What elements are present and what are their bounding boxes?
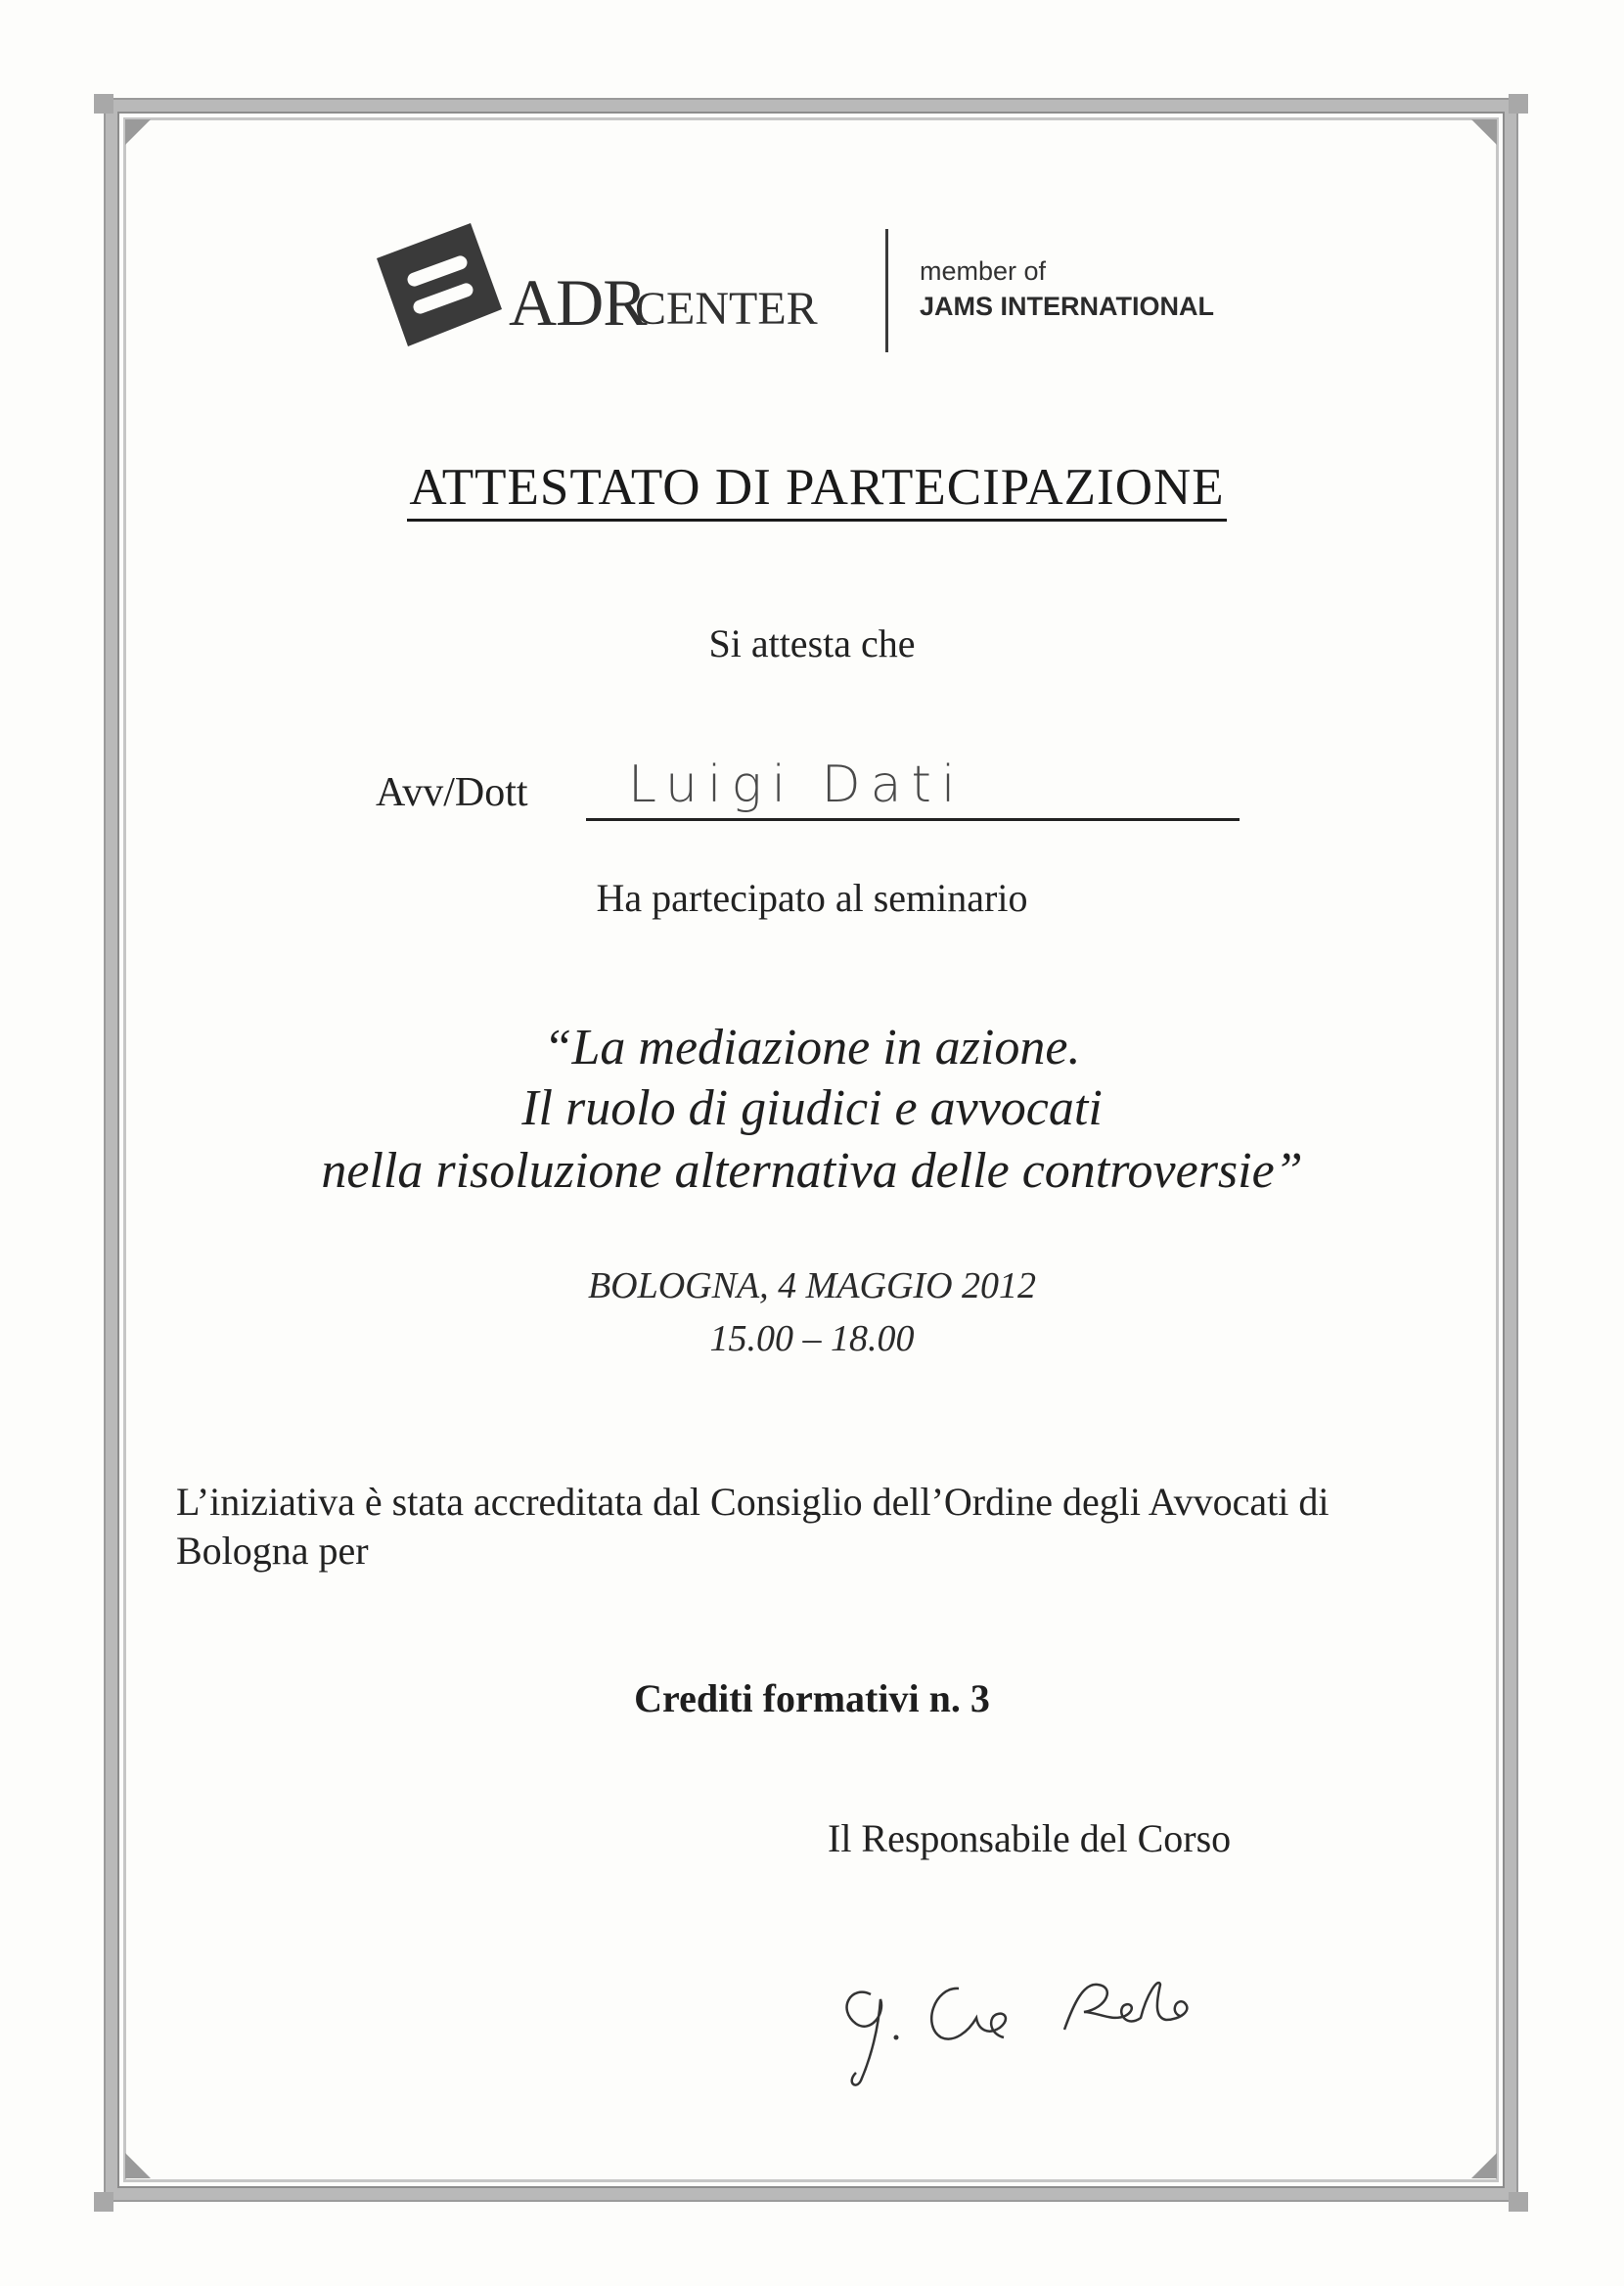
credits-text: Crediti formativi n. 3 xyxy=(634,1676,990,1720)
logo-member-of: member of xyxy=(920,256,1047,286)
seminar-title-line-3: nella risoluzione alternativa delle controversie” xyxy=(321,1143,1303,1199)
certificate-title-text: ATTESTATO DI PARTECIPAZIONE xyxy=(407,458,1226,522)
corner-ornament-top-right xyxy=(1471,119,1497,145)
corner-ornament-top-left xyxy=(125,119,151,145)
name-label: Avv/Dott xyxy=(376,770,528,815)
signature xyxy=(832,1955,1223,2092)
seminar-time: 15.00 – 18.00 xyxy=(709,1318,915,1359)
participated-text: Ha partecipato al seminario xyxy=(596,876,1028,920)
adr-center-logo xyxy=(377,223,1257,355)
corner-block-top-left xyxy=(94,94,113,114)
attests-text: Si attesta che xyxy=(708,621,916,665)
logo-separator xyxy=(885,229,888,352)
corner-block-bottom-right xyxy=(1509,2192,1528,2212)
course-responsible-label: Il Responsabile del Corso xyxy=(828,1816,1232,1860)
seminar-date-place: BOLOGNA, 4 MAGGIO 2012 xyxy=(587,1265,1037,1306)
seminar-title-line-2: Il ruolo di giudici e avvocati xyxy=(521,1080,1103,1136)
adr-logo-mark-icon xyxy=(377,223,502,346)
corner-ornament-bottom-right xyxy=(1471,2153,1497,2178)
accreditation-text: L’iniziativa è stata accreditata dal Consiglio dell’Ordine degli Avvocati di Bologna per xyxy=(176,1480,1330,1573)
corner-block-top-right xyxy=(1509,94,1528,114)
seminar-title-line-1: “La mediazione in azione. xyxy=(543,1020,1081,1075)
corner-ornament-bottom-left xyxy=(125,2153,151,2178)
certificate-title xyxy=(0,458,1624,522)
name-underline xyxy=(586,818,1240,821)
participant-name-handwritten: Luigi Dati xyxy=(628,755,966,814)
logo-jams-international: JAMS INTERNATIONAL xyxy=(920,292,1214,321)
logo-center-text: CENTER xyxy=(635,283,818,335)
logo-adr-text: ADR xyxy=(509,265,647,340)
participant-name-row xyxy=(376,755,1256,830)
corner-block-bottom-left xyxy=(94,2192,113,2212)
